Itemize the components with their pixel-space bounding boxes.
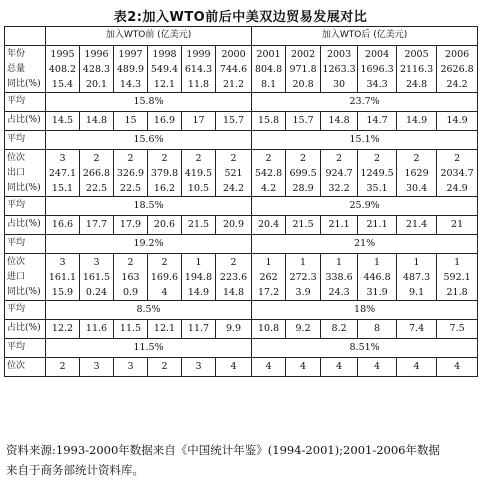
cell: 4	[397, 358, 437, 377]
avg-before: 15.6%	[46, 131, 252, 150]
cell: 21	[437, 216, 478, 235]
cell: 8	[358, 320, 397, 339]
group-before: 加入WTO前 (亿美元)	[46, 27, 252, 46]
row-header: 平均	[5, 339, 46, 358]
cell: 20.4	[252, 216, 286, 235]
cell: 21.1	[358, 216, 397, 235]
cell: 20.6	[148, 216, 182, 235]
cell-2005: 2005 2116.3 24.8	[397, 46, 437, 93]
row-header: 位次 进口 同比(%)	[5, 254, 46, 301]
source-note-line-2: 来自于商务部统计资料库。	[6, 463, 144, 477]
cell: 21.5	[182, 216, 216, 235]
cell: 10.8	[252, 320, 286, 339]
corner-cell	[5, 27, 46, 46]
group-header-row	[5, 27, 478, 46]
cell: 11.6	[80, 320, 114, 339]
cell: 11.5	[114, 320, 148, 339]
avg-after: 18%	[252, 301, 478, 320]
cell: 2 924.7 32.2	[321, 150, 358, 197]
cell: 14.5	[46, 112, 80, 131]
cell: 3	[182, 358, 216, 377]
cell: 2 223.6 14.8	[216, 254, 252, 301]
row-header: 平均	[5, 235, 46, 254]
source-note	[6, 440, 476, 480]
cell: 21.1	[321, 216, 358, 235]
export-share-row	[5, 216, 478, 235]
trade-table	[4, 26, 478, 377]
cell: 2 542.8 4.2	[252, 150, 286, 197]
cell: 17.7	[80, 216, 114, 235]
avg-before: 18.5%	[46, 197, 252, 216]
cell: 2 419.5 10.5	[182, 150, 216, 197]
cell: 21.5	[286, 216, 321, 235]
import-block-row	[5, 254, 478, 301]
cell: 12.2	[46, 320, 80, 339]
cell: 3 161.1 15.9	[46, 254, 80, 301]
import-avg-share-row	[5, 339, 478, 358]
cell: 4	[216, 358, 252, 377]
cell-2006: 2006 2626.8 24.2	[437, 46, 478, 93]
avg-before: 15.8%	[46, 93, 252, 112]
row-header: 平均	[5, 93, 46, 112]
row-header: 年份 总量 同比(%)	[5, 46, 46, 93]
cell: 2 163 0.9	[114, 254, 148, 301]
cell: 2 169.6 4	[148, 254, 182, 301]
cell: 3	[80, 358, 114, 377]
cell: 4	[252, 358, 286, 377]
row-header: 平均	[5, 197, 46, 216]
avg-after: 8.51%	[252, 339, 478, 358]
cell-2004: 2004 1696.3 34.3	[358, 46, 397, 93]
cell: 2 379.8 16.2	[148, 150, 182, 197]
cell: 14.8	[321, 112, 358, 131]
row-header: 占比(%)	[5, 320, 46, 339]
cell: 21.4	[397, 216, 437, 235]
cell-1999: 1999 614.3 11.8	[182, 46, 216, 93]
avg-after: 25.9%	[252, 197, 478, 216]
cell: 1 592.1 21.8	[437, 254, 478, 301]
cell: 14.8	[80, 112, 114, 131]
cell: 7.4	[397, 320, 437, 339]
cell: 1 446.8 31.9	[358, 254, 397, 301]
avg-before: 19.2%	[46, 235, 252, 254]
cell: 16.9	[148, 112, 182, 131]
cell: 17	[182, 112, 216, 131]
cell: 4	[437, 358, 478, 377]
cell-1998: 1998 549.4 12.1	[148, 46, 182, 93]
cell: 2	[46, 358, 80, 377]
row-header: 占比(%)	[5, 216, 46, 235]
total-avg-share-row	[5, 131, 478, 150]
cell: 15.7	[286, 112, 321, 131]
row-header: 位次	[5, 358, 46, 377]
cell: 1 194.8 14.9	[182, 254, 216, 301]
cell: 2 2034.7 24.9	[437, 150, 478, 197]
group-after: 加入WTO后 (亿美元)	[252, 27, 478, 46]
cell: 15.7	[216, 112, 252, 131]
export-block-row	[5, 150, 478, 197]
total-avg-yoy-row	[5, 93, 478, 112]
cell: 3 247.1 15.1	[46, 150, 80, 197]
table-title: 表2:加入WTO前后中美双边贸易发展对比	[113, 10, 368, 25]
cell: 1 338.6 24.3	[321, 254, 358, 301]
cell-1996: 1996 428.3 20.1	[80, 46, 114, 93]
cell-1997: 1997 489.9 14.3	[114, 46, 148, 93]
cell: 4	[321, 358, 358, 377]
cell: 2 266.8 22.5	[80, 150, 114, 197]
cell: 2 1629 30.4	[397, 150, 437, 197]
cell: 2	[148, 358, 182, 377]
export-avg-share-row	[5, 235, 478, 254]
cell: 9.2	[286, 320, 321, 339]
cell: 4	[358, 358, 397, 377]
source-note-line-1: 资料来源:1993-2000年数据来自《中国统计年鉴》(1994-2001);2001-2006年数据	[6, 443, 440, 457]
cell: 12.1	[148, 320, 182, 339]
avg-after: 21%	[252, 235, 478, 254]
cell: 3	[114, 358, 148, 377]
import-share-row	[5, 320, 478, 339]
cell-2001: 2001 804.8 8.1	[252, 46, 286, 93]
cell: 14.9	[437, 112, 478, 131]
share-rank-row	[5, 358, 478, 377]
cell: 15.8	[252, 112, 286, 131]
cell: 4	[286, 358, 321, 377]
row-header: 位次 出口 同比(%)	[5, 150, 46, 197]
cell: 1 262 17.2	[252, 254, 286, 301]
cell-2003: 2003 1263.3 30	[321, 46, 358, 93]
cell: 17.9	[114, 216, 148, 235]
avg-before: 11.5%	[46, 339, 252, 358]
cell: 9.9	[216, 320, 252, 339]
cell: 11.7	[182, 320, 216, 339]
row-header: 平均	[5, 131, 46, 150]
cell: 3 161.5 0.24	[80, 254, 114, 301]
cell: 2 1249.5 35.1	[358, 150, 397, 197]
total-block-row	[5, 46, 478, 93]
cell: 14.7	[358, 112, 397, 131]
cell: 2 699.5 28.9	[286, 150, 321, 197]
cell-1995: 1995 408.2 15.4	[46, 46, 80, 93]
avg-after: 23.7%	[252, 93, 478, 112]
export-avg-yoy-row	[5, 197, 478, 216]
cell: 2 521 24.2	[216, 150, 252, 197]
import-avg-yoy-row	[5, 301, 478, 320]
row-header: 占比(%)	[5, 112, 46, 131]
cell-2000: 2000 744.6 21.2	[216, 46, 252, 93]
cell: 7.5	[437, 320, 478, 339]
row-header: 平均	[5, 301, 46, 320]
avg-before: 8.5%	[46, 301, 252, 320]
avg-after: 15.1%	[252, 131, 478, 150]
cell: 16.6	[46, 216, 80, 235]
total-share-row	[5, 112, 478, 131]
cell: 2 326.9 22.5	[114, 150, 148, 197]
cell: 1 487.3 9.1	[397, 254, 437, 301]
cell: 20.9	[216, 216, 252, 235]
cell-2002: 2002 971.8 20.8	[286, 46, 321, 93]
cell: 8.2	[321, 320, 358, 339]
cell: 15	[114, 112, 148, 131]
cell: 14.9	[397, 112, 437, 131]
cell: 1 272.3 3.9	[286, 254, 321, 301]
